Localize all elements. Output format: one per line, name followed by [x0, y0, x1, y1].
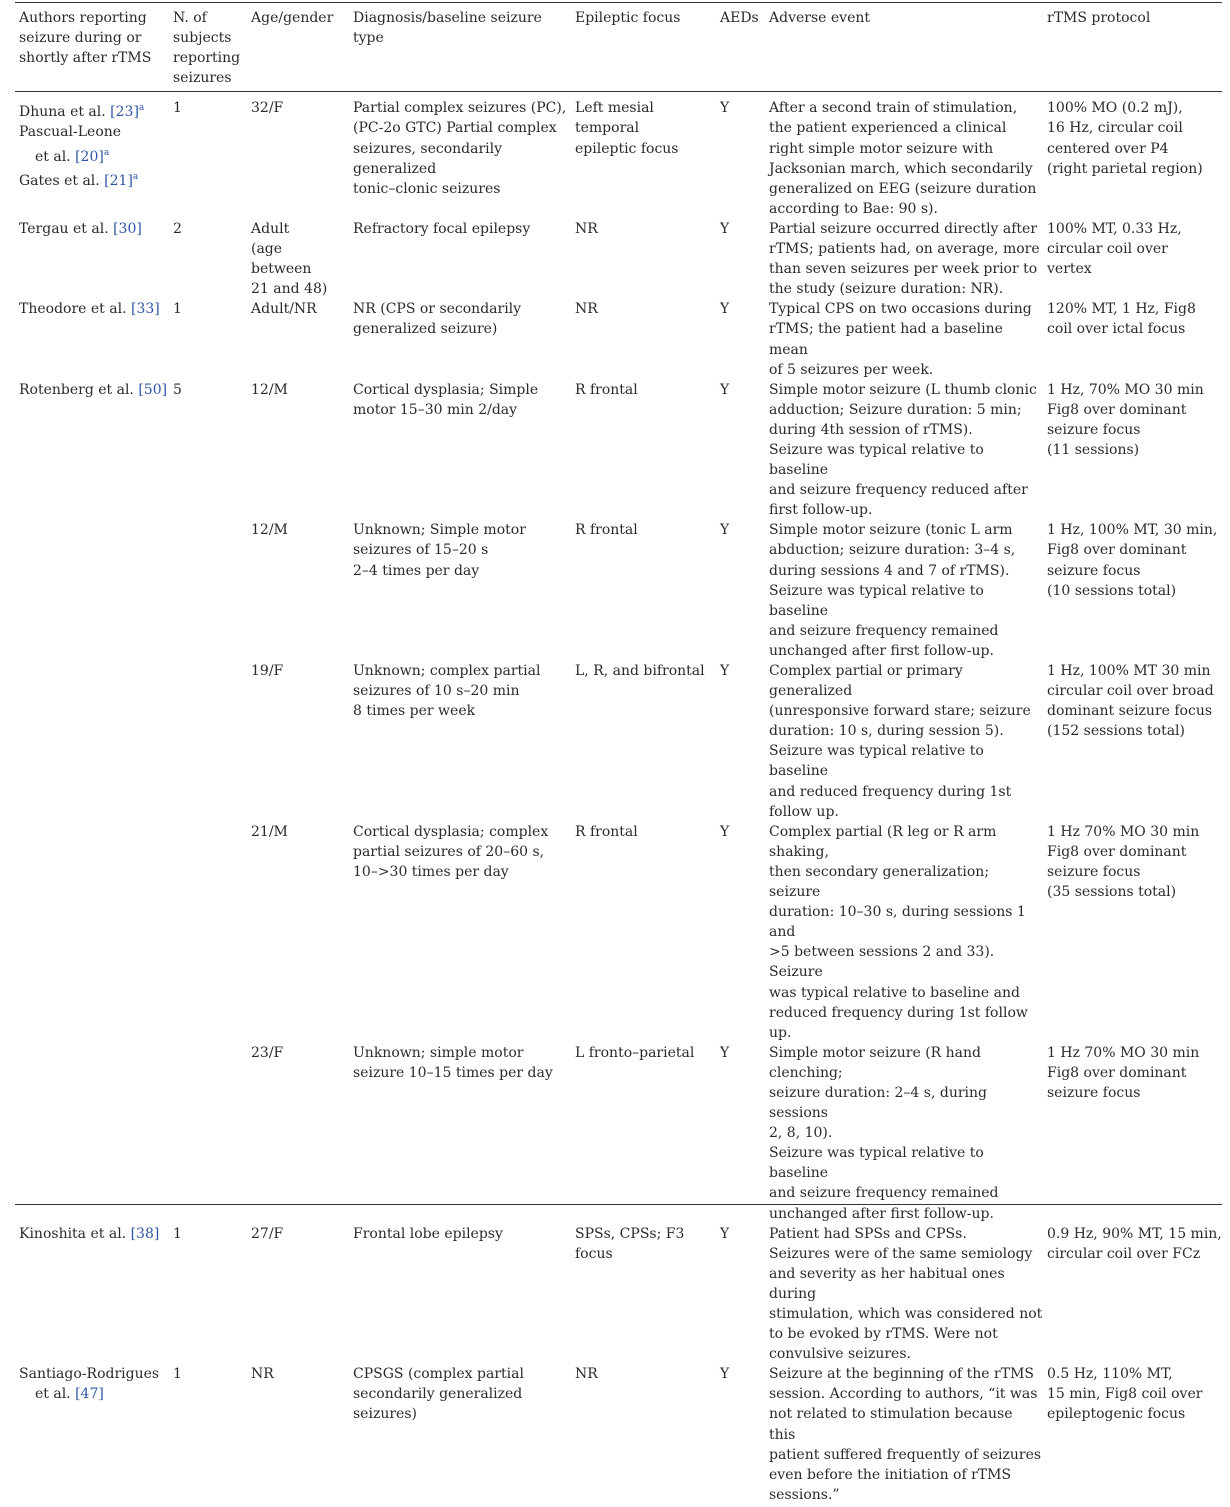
adverse-event-cell: Complex partial or primary generalized (unresponsive forward stare; seizure duration: 10 s, during session 5). Seizure was typical relative to baseline and reduced frequency during 1st follow up.: [769, 663, 1031, 820]
subjects-cell: [169, 661, 247, 822]
table-body: [15, 92, 1222, 1507]
header-aeds: AEDs: [720, 10, 759, 26]
header-adverse-event: Adverse event: [769, 10, 871, 26]
age-gender-cell: 12/M: [251, 381, 288, 398]
subjects-cell: [169, 520, 247, 661]
citation-link[interactable]: [38]: [130, 1225, 160, 1242]
subjects-cell: [169, 822, 247, 1043]
epileptic-focus-cell: SPSs, CPSs; F3 focus: [575, 1225, 685, 1262]
subjects-cell: 1: [173, 1366, 182, 1383]
aeds-cell: Y: [720, 100, 730, 117]
rtms-protocol-cell: 0.5 Hz, 110% MT, 15 min, Fig8 coil over epileptogenic focus: [1047, 1366, 1203, 1423]
adverse-event-cell: Complex partial (R leg or R arm shaking, then secondary generalization; seizure duration: 10–30 s, during sessions 1 and >5 between sessions 2 and 33). Seizure was typical relative to baseline and reduced frequency during 1st follow up.: [769, 823, 1028, 1041]
author-name: Tergau et al.: [19, 220, 109, 237]
table-row: [15, 219, 1222, 299]
subjects-cell: 1: [173, 1225, 182, 1242]
diagnosis-cell: Cortical dysplasia; Simple motor 15–30 min 2/day: [353, 381, 539, 418]
author-line: [19, 1364, 169, 1384]
epileptic-focus-cell: R frontal: [575, 522, 638, 539]
aeds-cell: Y: [720, 663, 730, 679]
diagnosis-cell: NR (CPS or secondarily generalized seizure): [353, 301, 522, 338]
aeds-cell: Y: [720, 1366, 730, 1383]
header-epileptic-focus: Epileptic focus: [575, 10, 681, 26]
epileptic-focus-cell: L fronto–parietal: [575, 1044, 695, 1061]
adverse-event-cell: After a second train of stimulation, the patient experienced a clinical right simple motor seizure with Jacksonian march, which secondarily generalized on EEG (seizure duration according to Bae: 90 s).: [769, 100, 1037, 217]
author-line: [19, 380, 169, 400]
author-name: Gates et al.: [19, 172, 100, 189]
aeds-cell: Y: [720, 220, 730, 237]
diagnosis-cell: Frontal lobe epilepsy: [353, 1225, 503, 1242]
header-age-gender: Age/gender: [251, 10, 334, 26]
rtms-protocol-cell: 0.9 Hz, 90% MT, 15 min, circular coil over FCz: [1047, 1225, 1222, 1262]
adverse-event-cell: Simple motor seizure (R hand clenching; seizure duration: 2–4 s, during sessions 2, 8, 10). Seizure was typical relative to baseline and seizure frequency remained unchanged after first follow-up.: [769, 1044, 999, 1222]
aeds-cell: Y: [720, 381, 730, 398]
rtms-protocol-cell: 1 Hz, 100% MT 30 min circular coil over broad dominant seizure focus (152 sessions total): [1047, 663, 1214, 740]
footnote-marker[interactable]: a: [132, 171, 139, 182]
epileptic-focus-cell: NR: [575, 1366, 598, 1383]
rtms-protocol-cell: 1 Hz, 100% MT, 30 min, Fig8 over dominant seizure focus (10 sessions total): [1047, 522, 1218, 599]
header-rtms-protocol: rTMS protocol: [1047, 10, 1151, 26]
age-gender-cell: 21/M: [251, 823, 288, 840]
age-gender-cell: 12/M: [251, 522, 288, 539]
age-gender-cell: Adult/NR: [251, 301, 317, 318]
citation-link[interactable]: [33]: [130, 301, 160, 318]
citation-link[interactable]: [23]: [110, 104, 139, 121]
footnote-marker[interactable]: a: [103, 147, 110, 158]
diagnosis-cell: CPSGS (complex partial secondarily generalized seizures): [353, 1366, 524, 1423]
diagnosis-cell: Cortical dysplasia; complex partial seizures of 20–60 s, 10–>30 times per day: [353, 823, 549, 880]
table-row: [15, 92, 1222, 219]
epileptic-focus-cell: Left mesial temporal epileptic focus: [575, 100, 679, 157]
citation-link[interactable]: [47]: [75, 1386, 104, 1403]
table-row: [15, 520, 1222, 661]
aeds-cell: Y: [720, 1044, 730, 1061]
age-gender-cell: Adult (age between 21 and 48): [251, 220, 328, 298]
rtms-protocol-cell: 100% MT, 0.33 Hz, circular coil over vertex: [1047, 220, 1182, 278]
epileptic-focus-cell: NR: [575, 220, 598, 237]
subjects-cell: 1: [173, 301, 182, 318]
authors-cell: [15, 520, 169, 661]
table-row: [15, 822, 1222, 1043]
author-name: Pascual-Leone: [19, 124, 122, 141]
author-name: Theodore et al.: [19, 301, 127, 318]
age-gender-cell: 32/F: [251, 100, 284, 117]
authors-cell: [15, 822, 169, 1043]
author-line: [19, 219, 169, 239]
author-name: Kinoshita et al.: [19, 1225, 127, 1242]
author-line: [19, 122, 169, 142]
author-line: [19, 98, 169, 122]
age-gender-cell: NR: [251, 1366, 274, 1383]
adverse-event-cell: Patient had SPSs and CPSs. Seizures were of the same semiology and severity as her habitual ones during stimulation, which was considered not to be evoked by rTMS. Were not convulsive seizures.: [769, 1225, 1043, 1363]
rtms-protocol-cell: 120% MT, 1 Hz, Fig8 coil over ictal focus: [1047, 301, 1196, 338]
footnote-marker[interactable]: a: [138, 103, 145, 114]
epileptic-focus-cell: NR: [575, 301, 598, 318]
author-line: [19, 1224, 169, 1244]
adverse-event-cell: Simple motor seizure (L thumb clonic adduction; Seizure duration: 5 min; during 4th session of rTMS). Seizure was typical relative to baseline and seizure frequency reduced after first follow-up.: [769, 381, 1037, 519]
diagnosis-cell: Refractory focal epilepsy: [353, 220, 531, 237]
authors-cell: [15, 92, 169, 219]
citation-link[interactable]: [30]: [113, 220, 142, 237]
epileptic-focus-cell: R frontal: [575, 381, 638, 398]
aeds-cell: Y: [720, 301, 730, 318]
rtms-protocol-cell: 1 Hz, 70% MO 30 min Fig8 over dominant seizure focus (11 sessions): [1047, 381, 1204, 458]
authors-cell: [15, 219, 169, 299]
aeds-cell: Y: [720, 1225, 730, 1242]
table-bottom-rule: [15, 1204, 1222, 1205]
age-gender-cell: 23/F: [251, 1044, 284, 1061]
author-name: et al.: [35, 148, 71, 165]
citation-link[interactable]: [50]: [138, 381, 168, 398]
header-subjects: N. of subjects reporting seizures: [173, 10, 241, 87]
author-name: Santiago-Rodrigues: [19, 1366, 160, 1383]
author-line: [19, 1384, 169, 1404]
epileptic-focus-cell: R frontal: [575, 823, 638, 840]
adverse-event-cell: Partial seizure occurred directly after rTMS; patients had, on average, more than seven seizures per week prior to the study (seizure duration: NR).: [769, 220, 1040, 298]
citation-link[interactable]: [20]: [75, 148, 104, 165]
author-line: [19, 167, 169, 191]
authors-cell: [15, 380, 169, 521]
table-row: [15, 1043, 1222, 1224]
table-row: [15, 1364, 1222, 1507]
table-row: [15, 661, 1222, 822]
rtms-protocol-cell: 1 Hz 70% MO 30 min Fig8 over dominant seizure focus (35 sessions total): [1047, 823, 1200, 901]
diagnosis-cell: Unknown; Simple motor seizures of 15–20 s 2–4 times per day: [353, 522, 526, 579]
subjects-cell: 1: [173, 100, 182, 117]
seizure-report-table: [15, 2, 1222, 1507]
diagnosis-cell: Unknown; complex partial seizures of 10 s–20 min 8 times per week: [353, 663, 541, 720]
authors-cell: [15, 1224, 169, 1365]
diagnosis-cell: Partial complex seizures (PC), (PC-2o GTC) Partial complex seizures, secondarily generalized tonic–clonic seizures: [353, 100, 567, 197]
aeds-cell: Y: [720, 522, 730, 539]
subjects-cell: 2: [173, 220, 182, 237]
authors-cell: [15, 1043, 169, 1224]
author-line: [19, 143, 169, 167]
age-gender-cell: 27/F: [251, 1225, 284, 1242]
age-gender-cell: 19/F: [251, 663, 284, 679]
header-diagnosis: Diagnosis/baseline seizure type: [353, 10, 542, 47]
header-authors: Authors reporting seizure during or shortly after rTMS: [19, 10, 152, 67]
authors-cell: [15, 299, 169, 379]
rtms-protocol-cell: 1 Hz 70% MO 30 min Fig8 over dominant seizure focus: [1047, 1044, 1200, 1101]
authors-cell: [15, 1364, 169, 1507]
subjects-cell: 5: [173, 381, 182, 398]
epileptic-focus-cell: L, R, and bifrontal: [575, 663, 705, 679]
adverse-event-cell: Typical CPS on two occasions during rTMS; the patient had a baseline mean of 5 seizures per week.: [769, 301, 1032, 378]
authors-cell: [15, 661, 169, 822]
adverse-event-cell: Seizure at the beginning of the rTMS session. According to authors, “it was not related to stimulation because this patient suffered frequently of seizures even before the initiation of rTMS sessions.”: [769, 1366, 1042, 1503]
subjects-cell: [169, 1043, 247, 1224]
table-header-row: [15, 3, 1222, 92]
table-row: [15, 1224, 1222, 1365]
citation-link[interactable]: [21]: [104, 172, 133, 189]
table-row: [15, 380, 1222, 521]
author-name: Rotenberg et al.: [19, 381, 134, 398]
author-name: Dhuna et al.: [19, 104, 106, 121]
diagnosis-cell: Unknown; simple motor seizure 10–15 times per day: [353, 1044, 553, 1081]
table-row: [15, 299, 1222, 379]
author-name: et al.: [35, 1386, 71, 1403]
aeds-cell: Y: [720, 823, 730, 840]
author-line: [19, 299, 169, 319]
rtms-protocol-cell: 100% MO (0.2 mJ), 16 Hz, circular coil centered over P4 (right parietal region): [1047, 100, 1203, 177]
adverse-event-cell: Simple motor seizure (tonic L arm abduction; seizure duration: 3–4 s, during sessions 4 and 7 of rTMS). Seizure was typical relative to baseline and seizure frequency remained unchanged after first follow-up.: [769, 522, 1016, 659]
